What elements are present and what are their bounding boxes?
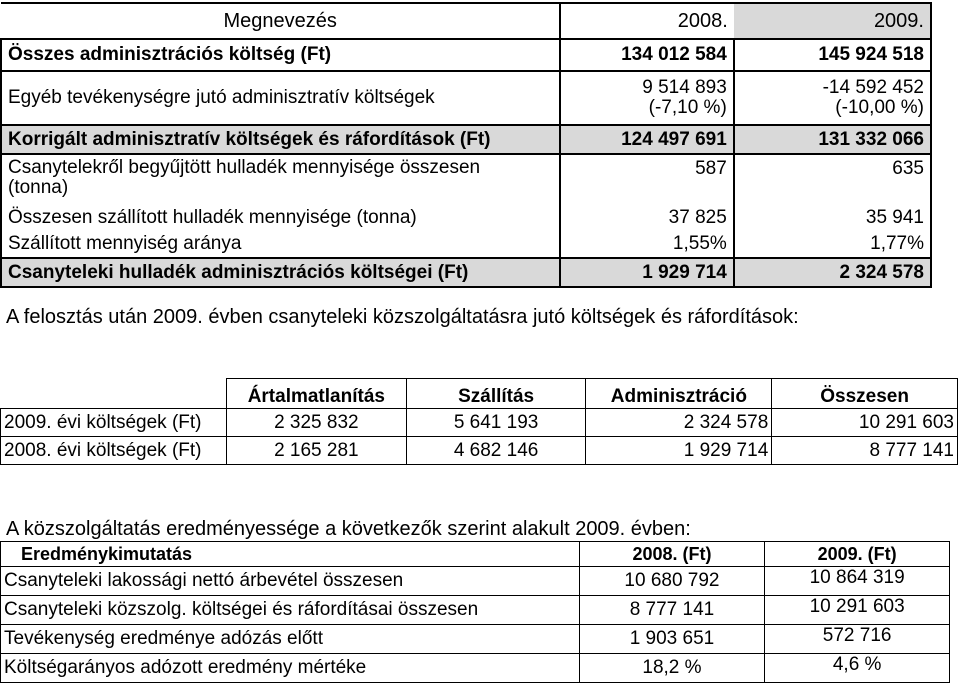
row-value-2008: 1 929 714 xyxy=(560,258,733,287)
row-value-2008: 124 497 691 xyxy=(560,125,733,154)
table-row xyxy=(1,437,958,465)
table-row xyxy=(1,409,958,437)
header-2008: 2008. (Ft) xyxy=(579,542,765,567)
table-row xyxy=(1,39,931,71)
income-statement-header-row xyxy=(1,542,950,567)
value-amount: 9 514 893 xyxy=(642,77,727,98)
row-value-2008: 18,2 % xyxy=(579,654,765,683)
allocation-paragraph: A felosztás után 2009. évben csanyteleki közszolgáltatásra jutó költségek és ráfordítások: xyxy=(6,306,799,328)
value-disposal: 2 325 832 xyxy=(226,409,406,437)
row-label: Összesen szállított hulladék mennyisége (tonna) xyxy=(1,204,560,231)
row-value-2008: 587 xyxy=(560,154,733,204)
value-administration: 2 324 578 xyxy=(586,409,772,437)
header-name: Megnevezés xyxy=(1,3,560,39)
table-row xyxy=(1,204,931,231)
income-statement-table xyxy=(0,541,950,683)
row-value-2008: 10 680 792 xyxy=(579,567,765,596)
row-value-2009: 145 924 518 xyxy=(734,39,931,71)
row-value-2008: 1 903 651 xyxy=(579,625,765,654)
row-label: Csanyteleki lakossági nettó árbevétel összesen xyxy=(1,567,580,596)
row-value-2009: 10 291 603 xyxy=(765,596,950,625)
header-statement: Eredménykimutatás xyxy=(1,542,580,567)
cost-allocation-header-row xyxy=(1,379,958,409)
header-disposal: Ártalmatlanítás xyxy=(226,379,406,409)
row-label: Csanyteleki hulladék adminisztrációs költségei (Ft) xyxy=(1,258,560,287)
row-value-2009: 1,77% xyxy=(734,231,931,258)
header-total: Összesen xyxy=(772,379,958,409)
row-value-2008: 1,55% xyxy=(560,231,733,258)
table-row xyxy=(1,258,931,287)
header-2009: 2009. xyxy=(734,3,931,39)
table-row xyxy=(1,125,931,154)
row-label: 2009. évi költségek (Ft) xyxy=(1,409,227,437)
header-administration: Adminisztráció xyxy=(586,379,772,409)
row-value-2009 xyxy=(734,71,931,125)
row-value-2008 xyxy=(560,71,733,125)
row-value-2009: 572 716 xyxy=(765,625,950,654)
value-transport: 5 641 193 xyxy=(406,409,586,437)
row-value-2009: 10 864 319 xyxy=(765,567,950,596)
row-label: Tevékenység eredménye adózás előtt xyxy=(1,625,580,654)
admin-cost-table xyxy=(0,2,932,288)
table-row xyxy=(1,625,950,654)
value-amount: -14 592 452 xyxy=(822,77,924,98)
row-value-2009: 35 941 xyxy=(734,204,931,231)
value-total: 10 291 603 xyxy=(772,409,958,437)
header-empty xyxy=(1,379,227,409)
row-value-2009: 635 xyxy=(734,154,931,204)
table-row xyxy=(1,567,950,596)
row-label: Költségarányos adózott eredmény mértéke xyxy=(1,654,580,683)
value-percent: (-10,00 %) xyxy=(835,97,924,118)
result-paragraph: A közszolgáltatás eredményessége a következők szerint alakult 2009. évben: xyxy=(6,518,691,540)
cost-allocation-table xyxy=(0,378,958,465)
row-label: Csanyteleki közszolg. költségei és ráfordításai összesen xyxy=(1,596,580,625)
row-label: Egyéb tevékenységre jutó adminisztratív költségek xyxy=(1,71,560,125)
row-label-line1: Csanytelekről begyűjtött hulladék mennyisége összesen xyxy=(8,157,481,178)
row-value-2008: 134 012 584 xyxy=(560,39,733,71)
row-label: Szállított mennyiség aránya xyxy=(1,231,560,258)
value-total: 8 777 141 xyxy=(772,437,958,465)
row-label: Összes adminisztrációs költség (Ft) xyxy=(1,39,560,71)
header-2009: 2009. (Ft) xyxy=(765,542,950,567)
header-2008: 2008. xyxy=(560,3,733,39)
row-value-2009: 131 332 066 xyxy=(734,125,931,154)
row-label: Korrigált adminisztratív költségek és ráfordítások (Ft) xyxy=(1,125,560,154)
row-value-2009: 4,6 % xyxy=(765,654,950,683)
value-transport: 4 682 146 xyxy=(406,437,586,465)
value-percent: (-7,10 %) xyxy=(648,97,727,118)
table-row xyxy=(1,654,950,683)
admin-cost-header-row xyxy=(1,3,931,39)
row-value-2008: 8 777 141 xyxy=(579,596,765,625)
row-label xyxy=(1,154,560,204)
table-row xyxy=(1,231,931,258)
row-label-line2: (tonna) xyxy=(8,177,69,198)
table-row xyxy=(1,154,931,204)
table-row xyxy=(1,596,950,625)
value-disposal: 2 165 281 xyxy=(226,437,406,465)
row-value-2008: 37 825 xyxy=(560,204,733,231)
table-row xyxy=(1,71,931,125)
row-label: 2008. évi költségek (Ft) xyxy=(1,437,227,465)
row-value-2009: 2 324 578 xyxy=(734,258,931,287)
value-administration: 1 929 714 xyxy=(586,437,772,465)
header-transport: Szállítás xyxy=(406,379,586,409)
